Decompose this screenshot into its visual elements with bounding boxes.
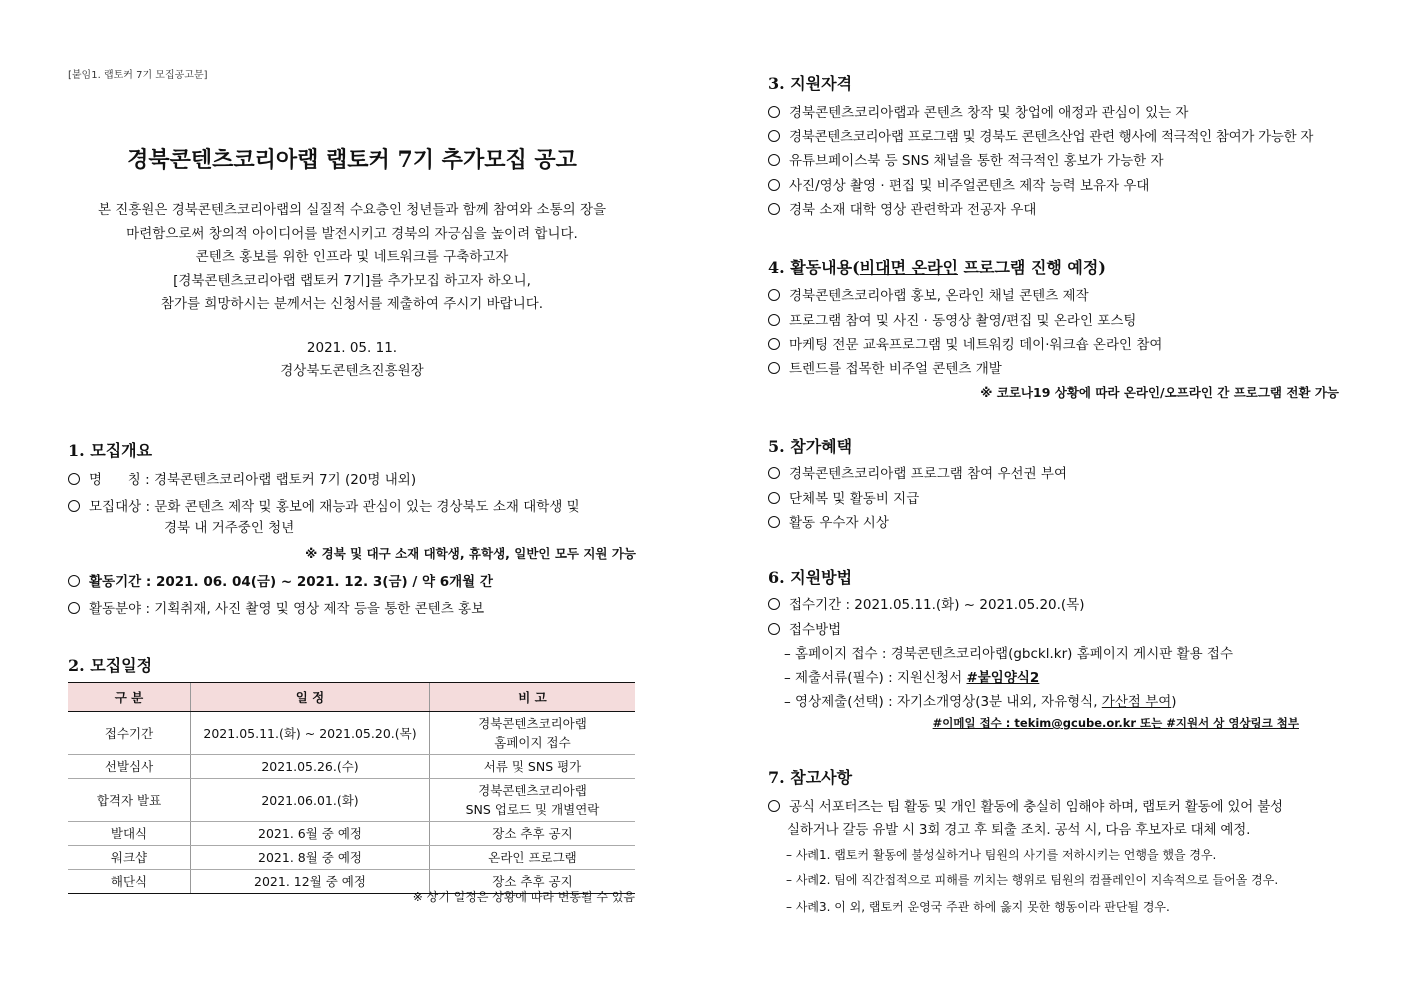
intro-paragraph <box>62 199 642 317</box>
apply-method-homepage: – 홈페이지 접수 : 경북콘텐츠코리아랩(gbckl.kr) 홈페이지 게시판 활용 접수 <box>784 646 1234 662</box>
qualification-item <box>768 101 1188 121</box>
intro-line: 마련함으로써 창의적 아이디어를 발전시키고 경북의 자긍심을 높이려 합니다. <box>126 225 578 242</box>
cell-line: 경북콘텐츠코리아랩 <box>478 783 587 798</box>
page-title: 경북콘텐츠코리아랩 랩토커 7기 추가모집 공고 <box>127 147 577 173</box>
overview-name <box>68 468 416 488</box>
benefit-item <box>768 462 1067 482</box>
intro-line: 콘텐츠 홍보를 위한 인프라 및 네트워크를 구축하고자 <box>195 249 509 265</box>
circle-bullet-icon <box>768 203 780 215</box>
documents-attachment: #붙임양식2 <box>966 670 1040 686</box>
circle-bullet-icon <box>768 314 780 326</box>
activity-item <box>768 309 1136 329</box>
cell-line: 홈페이지 접수 <box>494 735 571 750</box>
overview-period <box>68 570 493 590</box>
table-row <box>68 822 635 846</box>
qualification-item <box>768 125 1313 145</box>
circle-bullet-icon <box>768 106 780 118</box>
benefit-item <box>768 487 919 507</box>
documents-text: – 제출서류(필수) : 지원신청서 <box>784 670 967 686</box>
cell: 2021. 8월 중 예정 <box>191 846 430 870</box>
cell: 2021.05.11.(화) ~ 2021.05.20.(목) <box>191 712 430 755</box>
intro-line: 참가를 희망하시는 분께서는 신청서를 제출하여 주시기 바랍니다. <box>160 296 544 312</box>
circle-bullet-icon <box>68 473 80 485</box>
qualification-item <box>768 198 1036 218</box>
circle-bullet-icon <box>68 602 80 614</box>
email-submission-note: #이메일 접수 : tekim@gcube.or.kr 또는 #지원서 상 영상링크 첨부 <box>932 716 1299 730</box>
activity-item <box>768 333 1162 353</box>
qualification-text: 경북 소재 대학 영상 관련학과 전공자 우대 <box>789 202 1037 218</box>
activity-item <box>768 357 1002 377</box>
table-row <box>68 846 635 870</box>
table-header-row <box>68 683 635 712</box>
apply-period <box>768 593 1085 613</box>
table-row <box>68 712 635 755</box>
video-text: – 영상제출(선택) : 자기소개영상(3분 내외, 자유형식, <box>784 694 1102 710</box>
circle-bullet-icon <box>768 362 780 374</box>
col-header: 일 정 <box>191 683 430 712</box>
circle-bullet-icon <box>768 289 780 301</box>
section-4-heading <box>768 255 1106 278</box>
overview-name-text: 명 칭 : 경북콘텐츠코리아랩 랩토커 7기 (20명 내외) <box>89 472 417 488</box>
section-5-heading: 5. 참가혜택 <box>768 437 853 456</box>
circle-bullet-icon <box>768 800 780 812</box>
circle-bullet-icon <box>768 467 780 479</box>
circle-bullet-icon <box>768 492 780 504</box>
cell-line: SNS 업로드 및 개별연락 <box>465 802 600 817</box>
notice-item <box>768 795 1283 815</box>
heading-part-underlined: 비대면 온라인 <box>859 258 958 277</box>
circle-bullet-icon <box>768 598 780 610</box>
activity-text: 경북콘텐츠코리아랩 홍보, 온라인 채널 콘텐츠 제작 <box>789 288 1089 304</box>
qualification-text: 경북콘텐츠코리아랩 프로그램 및 경북도 콘텐츠산업 관련 행사에 적극적인 참여가 가능한 자 <box>789 129 1314 145</box>
overview-field <box>68 597 484 617</box>
circle-bullet-icon <box>768 130 780 142</box>
attachment-label: [붙임1. 랩토커 7기 모집공고문] <box>68 70 208 81</box>
cell: 2021. 12월 중 예정 <box>191 870 430 894</box>
schedule-footnote: ※ 상기 일정은 상황에 따라 변동될 수 있음 <box>412 890 635 904</box>
col-header: 비 고 <box>430 683 636 712</box>
section-3-heading: 3. 지원자격 <box>768 74 853 93</box>
cell: 장소 추후 공지 <box>430 822 636 846</box>
apply-method-documents <box>784 666 1039 686</box>
circle-bullet-icon <box>68 500 80 512</box>
qualification-text: 사진/영상 촬영 · 편집 및 비주얼콘텐츠 제작 능력 보유자 우대 <box>789 178 1150 194</box>
benefit-text: 활동 우수자 시상 <box>789 515 889 531</box>
cell: 합격자 발표 <box>68 779 191 822</box>
issue-date: 2021. 05. 11. <box>306 340 398 356</box>
benefit-text: 단체복 및 활동비 지급 <box>789 491 920 507</box>
section-7-heading: 7. 참고사항 <box>768 768 853 787</box>
cell-line: 경북콘텐츠코리아랩 <box>478 716 587 731</box>
intro-line: [경북콘텐츠코리아랩 랩토커 7기]를 추가모집 하고자 하오니, <box>173 272 531 289</box>
circle-bullet-icon <box>768 516 780 528</box>
intro-line: 본 진흥원은 경북콘텐츠코리아랩의 실질적 수요층인 청년들과 함께 참여와 소통의 장을 <box>97 202 607 218</box>
table-row <box>68 755 635 779</box>
circle-bullet-icon <box>768 179 780 191</box>
circle-bullet-icon <box>768 154 780 166</box>
notice-case: – 사례3. 이 외, 랩토커 운영국 주관 하에 옳지 못한 행동이라 판단될 경우. <box>786 900 1170 914</box>
overview-period-text: 활동기간 : 2021. 06. 04(금) ~ 2021. 12. 3(금) / 약 6개월 간 <box>89 574 493 590</box>
activity-text: 마케팅 전문 교육프로그램 및 네트워킹 데이·워크숍 온라인 참여 <box>789 337 1163 353</box>
activity-item <box>768 284 1089 304</box>
col-header: 구 분 <box>68 683 191 712</box>
apply-method-text: 접수방법 <box>789 622 842 638</box>
cell: 2021.05.26.(수) <box>191 755 430 779</box>
cell <box>430 779 636 822</box>
section-2-heading: 2. 모집일정 <box>68 656 153 675</box>
apply-period-text: 접수기간 : 2021.05.11.(화) ~ 2021.05.20.(목) <box>789 597 1085 613</box>
activity-note: ※ 코로나19 상황에 따라 온라인/오프라인 간 프로그램 전환 가능 <box>980 385 1339 400</box>
notice-case: – 사례1. 랩토커 활동에 불성실하거나 팀원의 사기를 저하시키는 언행을 했을 경우. <box>786 848 1217 862</box>
cell: 온라인 프로그램 <box>430 846 636 870</box>
circle-bullet-icon <box>768 623 780 635</box>
section-6-heading: 6. 지원방법 <box>768 568 853 587</box>
qualification-text: 경북콘텐츠코리아랩과 콘텐츠 창작 및 창업에 애정과 관심이 있는 자 <box>789 105 1189 121</box>
schedule-table <box>68 682 635 894</box>
benefit-item <box>768 511 889 531</box>
apply-method <box>768 618 841 638</box>
cell: 서류 및 SNS 평가 <box>430 755 636 779</box>
overview-target-text: 모집대상 : 문화 콘텐츠 제작 및 홍보에 재능과 관심이 있는 경상북도 소재 대학생 및 <box>89 499 580 515</box>
qualification-item <box>768 174 1149 194</box>
activity-text: 프로그램 참여 및 사진 · 동영상 촬영/편집 및 온라인 포스팅 <box>789 313 1137 329</box>
notice-text: 공식 서포터즈는 팀 활동 및 개인 활동에 충실히 임해야 하며, 랩토커 활동에 있어 불성 <box>789 799 1283 815</box>
apply-method-video <box>784 690 1177 710</box>
signature-block <box>68 337 636 383</box>
cell: 2021. 6월 중 예정 <box>191 822 430 846</box>
cell: 워크샵 <box>68 846 191 870</box>
heading-part: 4. 활동내용( <box>768 258 860 277</box>
cell: 접수기간 <box>68 712 191 755</box>
video-bonus: 가산점 부여 <box>1101 694 1172 710</box>
benefit-text: 경북콘텐츠코리아랩 프로그램 참여 우선권 부여 <box>789 466 1067 482</box>
overview-target-cont: 경북 내 거주중인 청년 <box>164 520 295 536</box>
cell: 선발심사 <box>68 755 191 779</box>
cell: 해단식 <box>68 870 191 894</box>
qualification-item <box>768 149 1164 169</box>
overview-target <box>68 495 580 515</box>
circle-bullet-icon <box>768 338 780 350</box>
heading-part: 프로그램 진행 예정) <box>957 258 1106 277</box>
overview-target-note: ※ 경북 및 대구 소재 대학생, 휴학생, 일반인 모두 지원 가능 <box>305 546 636 561</box>
cell: 2021.06.01.(화) <box>191 779 430 822</box>
table-row <box>68 779 635 822</box>
cell: 발대식 <box>68 822 191 846</box>
section-1-heading: 1. 모집개요 <box>68 441 153 460</box>
circle-bullet-icon <box>68 575 80 587</box>
notice-item-cont: 실하거나 갈등 유발 시 3회 경고 후 퇴출 조치. 공석 시, 다음 후보자로 대체 예정. <box>787 822 1251 838</box>
overview-field-text: 활동분야 : 기획취재, 사진 촬영 및 영상 제작 등을 통한 콘텐츠 홍보 <box>89 601 485 617</box>
qualification-text: 유튜브페이스북 등 SNS 채널을 통한 적극적인 홍보가 가능한 자 <box>789 153 1164 169</box>
notice-case: – 사례2. 팀에 직간접적으로 피해를 끼치는 행위로 팀원의 컴플레인이 지속적으로 들어올 경우. <box>786 873 1279 887</box>
issuer: 경상북도콘텐츠진흥원장 <box>280 363 424 379</box>
cell <box>430 712 636 755</box>
activity-text: 트렌드를 접목한 비주얼 콘텐츠 개발 <box>789 361 1002 377</box>
cell: 장소 추후 공지 <box>430 870 636 894</box>
video-text-end: ) <box>1171 694 1177 710</box>
